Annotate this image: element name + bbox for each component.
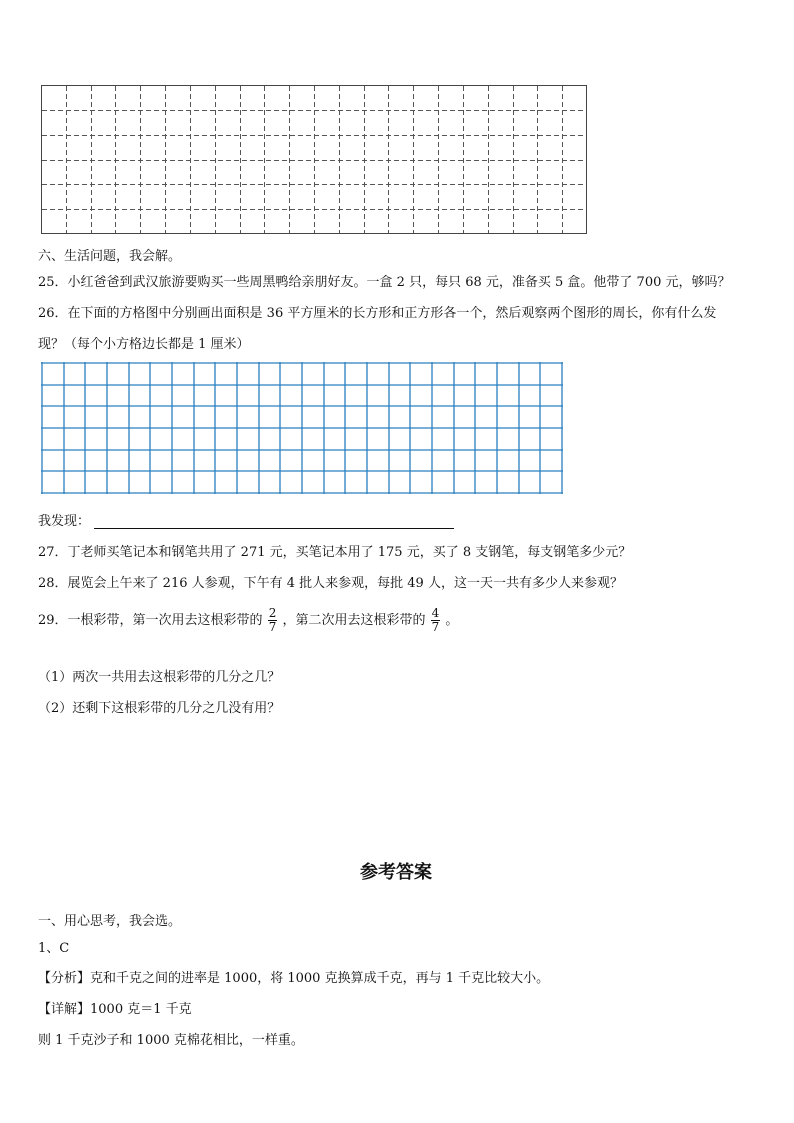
finding-label: 我发现：: [38, 514, 91, 529]
question-25: 25．小红爸爸到武汉旅游要购买一些周黑鸭给亲朋好友。一盒 2 只，每只 68 元，准备买 5 盒。他带了 700 元，够吗？: [38, 275, 731, 290]
finding-answer-blank[interactable]: [94, 516, 454, 529]
blue-grid-svg: [41, 362, 563, 494]
question-29: [38, 607, 458, 634]
question-27: 27．丁老师买笔记本和钢笔共用了 271 元，买笔记本用了 175 元，买了 8 支钢笔，每支钢笔多少元？: [38, 545, 632, 560]
detail-text: 1000 克＝1 千克: [90, 1002, 192, 1017]
blue-square-grid: [41, 362, 563, 494]
answer-analysis: [38, 967, 549, 986]
frac1-denominator: 7: [268, 620, 277, 634]
answer-detail: [38, 998, 192, 1017]
question-29-sub2: （2）还剩下这根彩带的几分之几没有用？: [38, 701, 281, 716]
q29-prefix: 29．一根彩带，第一次用去这根彩带的: [38, 613, 263, 628]
analysis-tag: 【分析】: [38, 971, 91, 986]
question-29-sub1: （1）两次一共用去这根彩带的几分之几？: [38, 670, 281, 685]
fraction-4-7: [431, 607, 441, 634]
top-answer-grid: [41, 85, 587, 234]
detail-tag: 【详解】: [38, 1002, 91, 1017]
frac1-numerator: 2: [268, 606, 277, 620]
section-6-heading: 六、生活问题，我会解。: [38, 249, 182, 264]
q29-suffix: 。: [445, 613, 459, 628]
answer-1: 1、C: [38, 941, 70, 956]
question-28: 28．展览会上午来了 216 人参观，下午有 4 批人来参观，每批 49 人，这一天一共有多少人来参观？: [38, 576, 623, 591]
q29-middle: ，第二次用去这根彩带的: [282, 613, 426, 628]
fraction-2-7: [268, 607, 278, 634]
question-26-line1: 26．在下面的方格图中分别画出面积是 36 平方厘米的长方形和正方形各一个，然后观察两个图形的周长，你有什么发: [38, 306, 717, 321]
answers-title: 参考答案: [360, 862, 432, 883]
question-26-line2: 现？（每个小方格边长都是 1 厘米）: [38, 337, 250, 352]
frac2-numerator: 4: [431, 606, 440, 620]
frac2-denominator: 7: [431, 620, 440, 634]
answers-section-1: 一、用心思考，我会选。: [38, 914, 182, 929]
analysis-text: 克和千克之间的进率是 1000，将 1000 克换算成千克，再与 1 千克比较大小。: [90, 971, 550, 986]
top-grid-svg: [41, 85, 587, 234]
answer-conclusion: 则 1 千克沙子和 1000 克棉花相比，一样重。: [38, 1033, 304, 1048]
finding-line: [38, 510, 454, 529]
